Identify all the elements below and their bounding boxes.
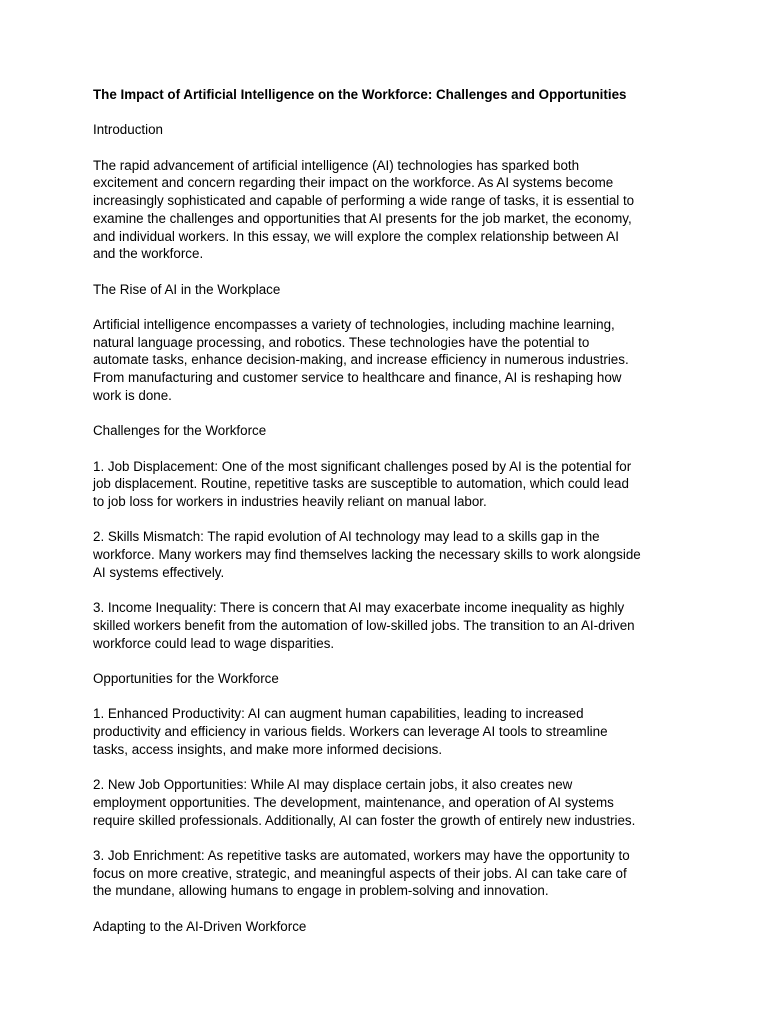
- text-line: 3. Job Enrichment: As repetitive tasks are automated, workers may have the opportunity to: [93, 848, 630, 864]
- text-line: productivity and efficiency in various fields. Workers can leverage AI tools to streamline: [93, 724, 608, 740]
- heading-adapting: Adapting to the AI-Driven Workforce: [93, 918, 307, 934]
- text-line: examine the challenges and opportunities that AI presents for the job market, the economy,: [93, 210, 632, 226]
- text-line: automate tasks, enhance decision-making, and increase efficiency in numerous industries.: [93, 352, 629, 368]
- text-line: workforce could lead to wage disparities.: [93, 635, 335, 651]
- text-line: 1. Job Displacement: One of the most significant challenges posed by AI is the potential for: [93, 458, 632, 474]
- text-line: tasks, access insights, and make more informed decisions.: [93, 741, 443, 757]
- text-line: 1. Enhanced Productivity: AI can augment human capabilities, leading to increased: [93, 706, 584, 722]
- paragraph-challenge-2: [93, 528, 693, 581]
- text-line: increasingly sophisticated and capable of performing a wide range of tasks, it is essential to: [93, 193, 635, 209]
- text-line: focus on more creative, strategic, and meaningful aspects of their jobs. AI can take care of: [93, 865, 627, 881]
- text-line: 3. Income Inequality: There is concern that AI may exacerbate income inequality as highly: [93, 600, 625, 616]
- text-line: excitement and concern regarding their impact on the workforce. As AI systems become: [93, 175, 614, 191]
- paragraph-rise: [93, 316, 693, 405]
- text-line: natural language processing, and robotics. These technologies have the potential to: [93, 334, 590, 350]
- text-line: to job loss for workers in industries heavily reliant on manual labor.: [93, 494, 487, 510]
- paragraph-challenge-3: [93, 599, 693, 652]
- text-line: The rapid advancement of artificial intelligence (AI) technologies has sparked both: [93, 157, 580, 173]
- text-line: 2. Skills Mismatch: The rapid evolution of AI technology may lead to a skills gap in the: [93, 529, 600, 545]
- document-title: The Impact of Artificial Intelligence on the Workforce: Challenges and Opportunities: [93, 87, 627, 102]
- text-line: employment opportunities. The development, maintenance, and operation of AI systems: [93, 794, 614, 810]
- text-line: Artificial intelligence encompasses a variety of technologies, including machine learning,: [93, 317, 615, 333]
- text-line: job displacement. Routine, repetitive tasks are susceptible to automation, which could lead: [93, 476, 629, 492]
- text-line: From manufacturing and customer service to healthcare and finance, AI is reshaping how: [93, 370, 622, 386]
- paragraph-challenge-1: [93, 458, 693, 511]
- text-line: workforce. Many workers may find themselves lacking the necessary skills to work alongside: [93, 547, 641, 563]
- paragraph-introduction: [93, 157, 693, 263]
- heading-challenges: Challenges for the Workforce: [93, 423, 267, 439]
- text-line: 2. New Job Opportunities: While AI may displace certain jobs, it also creates new: [93, 777, 573, 793]
- paragraph-opportunity-1: [93, 705, 693, 758]
- paragraph-opportunity-2: [93, 776, 693, 829]
- heading-opportunities: Opportunities for the Workforce: [93, 671, 279, 687]
- text-line: skilled workers benefit from the automation of low-skilled jobs. The transition to an AI-driven: [93, 617, 635, 633]
- text-line: and individual workers. In this essay, we will explore the complex relationship between AI: [93, 228, 619, 244]
- heading-introduction: Introduction: [93, 122, 163, 138]
- text-line: work is done.: [93, 387, 172, 403]
- text-line: AI systems effectively.: [93, 564, 225, 580]
- text-line: and the workforce.: [93, 246, 204, 262]
- heading-rise: The Rise of AI in the Workplace: [93, 281, 281, 297]
- document-body: [93, 86, 693, 953]
- text-line: require skilled professionals. Additionally, AI can foster the growth of entirely new industries.: [93, 812, 636, 828]
- paragraph-opportunity-3: [93, 847, 693, 900]
- text-line: the mundane, allowing humans to engage in problem-solving and innovation.: [93, 883, 549, 899]
